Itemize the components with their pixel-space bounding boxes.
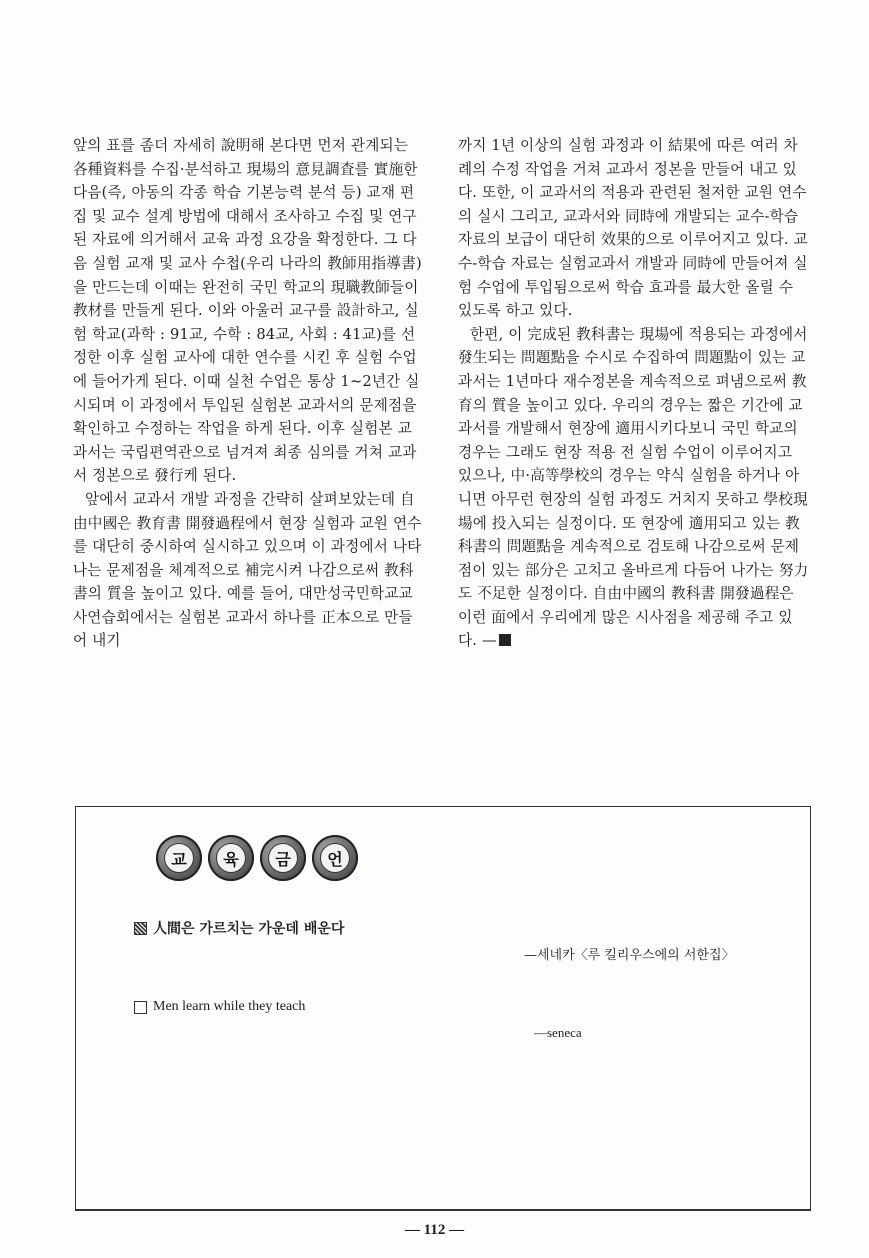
badge-label: 교: [164, 843, 194, 873]
badge-label: 금: [268, 843, 298, 873]
article-left-column: [73, 134, 425, 653]
page-number: — 112 —: [404, 1222, 465, 1238]
badge: [312, 835, 358, 881]
english-quote-text: Men learn while they teach: [153, 999, 306, 1014]
article-paragraph: 앞의 표를 좀더 자세히 說明해 본다면 먼저 관계되는 各種資料를 수집·분석하고 現場의 意見調査를 實施한 다음(즉, 아동의 각종 학습 기본능력 분석 등) 교재 편집 및 교수 설계 방법에 대해서 조사하고 수집 및 연구된 자료에 의거해서 교육 과정 요강을 확정한다. 그 다음 실험 교재 및 교사 수첩(우리 나라의 教師用指導書)을 만드는데 이때는 완전히 국민 학교의 現職教師들이 教材를 만들게 된다. 이와 아울러 교구를 設計하고, 실험 학교(과학 : 91교, 수학 : 84교, 사회 : 41교)를 선정한 이후 실험 교사에 대한 연수를 시킨 후 실험 수업에 들어가게 된다. 이때 실천 수업은 통상 1~2년간 실시되며 이 과정에서 투입된 실험본 교과서의 문제점을 확인하고 수정하는 작업을 하게 된다. 이후 실험본 교과서는 국립편역관으로 넘겨져 최종 심의를 거쳐 교과서 정본으로 發行케 된다.: [73, 137, 422, 485]
badge: [208, 835, 254, 881]
article-paragraph-text: 한편, 이 完成된 教科書는 現場에 적용되는 과정에서 發生되는 問題點을 수시로 수집하여 問題點이 있는 교과서는 1년마다 재수정본을 계속적으로 펴냄으로써 教育의 質을 높이고 있다. 우리의 경우는 짧은 기간에 교과서를 개발해서 현장에 適用시키다보니 국민 학교의 경우는 그래도 현장 적용 전 실험 수업이 이루어지고 있으나, 中·高等學校의 경우는 약식 실험을 하거나 아니면 아무런 현장의 실험 과정도 거치지 못하고 學校現場에 投入되는 실정이다. 또 현장에 適用되고 있는 教科書의 問題點을 계속적으로 검토해 나감으로써 문제점이 있는 部分은 고치고 올바르게 다듬어 나가는 努力도 不足한 실정이다. 自由中國의 教科書 開發過程은 이런 面에서 우리에게 많은 시사점을 제공해 주고 있다. —: [458, 325, 809, 650]
article-paragraph: 앞에서 교과서 개발 과정을 간략히 살펴보았는데 自由中國은 教育書 開發過程에서 현장 실험과 교원 연수를 대단히 중시하여 실시하고 있으며 이 과정에서 나타나는 문제점을 체계적으로 補完시켜 나감으로써 教科書의 質을 높이고 있다. 예를 들어, 대만성국민학교교사연습회에서는 실험본 교과서 하나를 正本으로 만들어 내기: [73, 490, 422, 650]
korean-quote-text: 人間은 가르치는 가운데 배운다: [153, 921, 345, 937]
hatched-square-icon: [134, 922, 147, 935]
korean-quote: [134, 918, 344, 938]
korean-attribution: —세네카〈루 킬리우스에의 서한집〉: [524, 948, 735, 963]
article-paragraph: 까지 1년 이상의 실험 과정과 이 結果에 따른 여러 차례의 수정 작업을 거쳐 교과서 정본을 만들어 내고 있다. 또한, 이 교과서의 적용과 관련된 철저한 교원 연수의 실시 그리고, 교과서와 同時에 개발되는 교수-학습 자료의 보급이 대단히 效果的으로 이루어지고 있다. 교수-학습 자료는 실험교과서 개발과 同時에 만들어져 실험 수업에 투입됨으로써 학습 효과를 最大한 올릴 수 있도록 하고 있다.: [458, 137, 808, 320]
article-right-column: [458, 134, 810, 653]
end-mark-icon: [499, 634, 511, 646]
badge-label: 언: [320, 843, 350, 873]
quote-box: [75, 806, 811, 1211]
english-attribution: —seneca: [534, 1025, 582, 1040]
badge: [260, 835, 306, 881]
article-paragraph: [458, 323, 810, 653]
badge-row: [156, 835, 358, 881]
badge-label: 육: [216, 843, 246, 873]
badge: [156, 835, 202, 881]
english-quote: [134, 999, 305, 1015]
empty-square-icon: [134, 1001, 147, 1014]
